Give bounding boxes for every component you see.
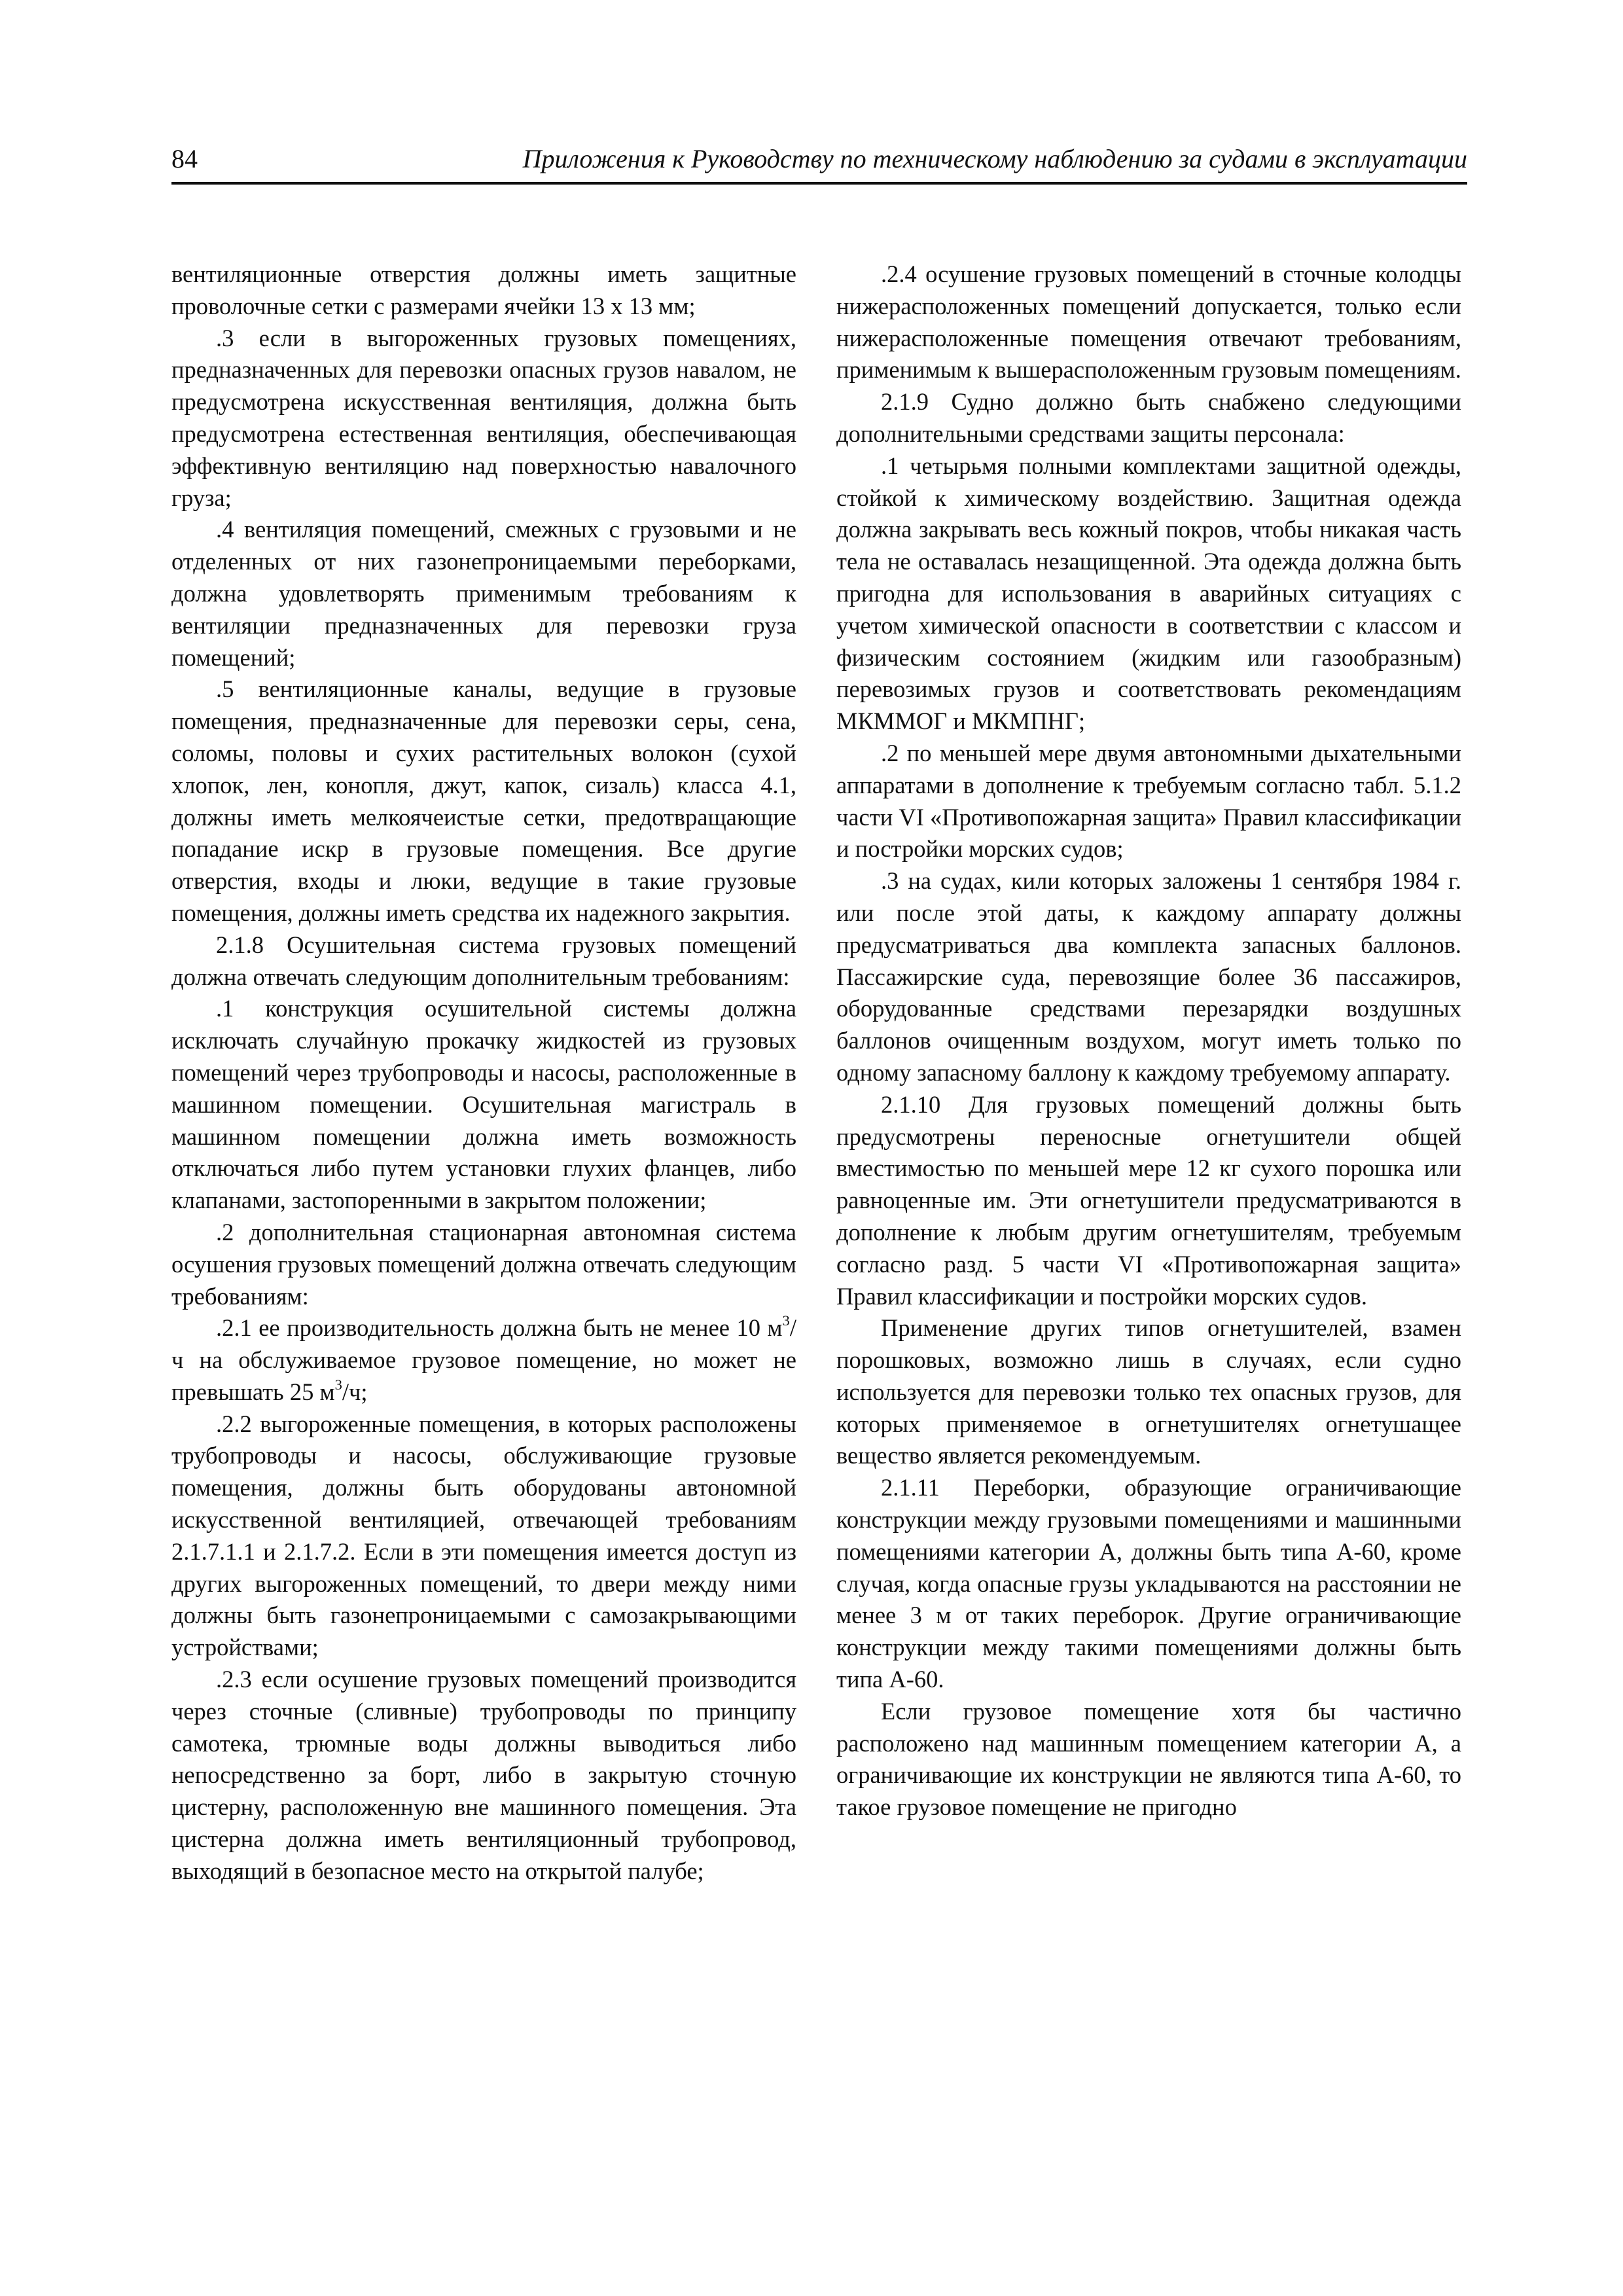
paragraph: вентиляционные отверстия должны иметь защитные проволочные сетки с размерами ячейки 13 х 13 мм; <box>171 260 796 319</box>
paragraph <box>171 1312 796 1408</box>
paragraph: .4 вентиляция помещений, смежных с грузовыми и не отделенных от них газонепроницаемыми переборками, должна удовлетворять применимым требованиям к вентиляции предназначенных для перевозки груза помещений; <box>171 516 796 671</box>
left-column <box>171 259 796 2170</box>
paragraph: 2.1.8 Осушительная система грузовых помещений должна отвечать следующим дополнительным требованиям: <box>171 931 796 990</box>
page-header <box>171 143 1467 185</box>
paragraph: .5 вентиляционные каналы, ведущие в грузовые помещения, предназначенные для перевозки серы, сена, соломы, половы и сухих растительных волокон (сухой хлопок, лен, конопля, джут, капок, сизаль) класса 4.1, должны иметь мелкоячеистые сетки, предотвращающие попадание искр в грузовые помещения. Все другие отверстия, входы и люки, ведущие в такие грузовые помещения, должны иметь средства их надежного закрытия. <box>171 675 796 926</box>
paragraph: .1 конструкция осушительной системы должна исключать случайную прокачку жидкостей из грузовых помещений через трубопроводы и насосы, расположенные в машинном помещении. Осушительная магистраль в машинном помещении должна иметь возможность отключаться либо путем установки глухих фланцев, либо клапанами, застопоренными в закрытом положении; <box>171 995 796 1214</box>
paragraph: .2.2 выгороженные помещения, в которых расположены трубопроводы и насосы, обслуживающие грузовые помещения, должны быть оборудованы автономной искусственной вентиляцией, отвечающей требованиям 2.1.7.1.1 и 2.1.7.2. Если в эти помещения имеется доступ из других выгороженных помещений, то двери между ними должны быть газонепроницаемыми с самозакрывающими устройствами; <box>171 1410 796 1661</box>
paragraph: .2.3 если осушение грузовых помещений производится через сточные (сливные) трубопроводы по принципу самотека, трюмные воды должны выводиться либо непосредственно за борт, либо в закрытую сточную цистерну, расположенную вне машинного помещения. Эта цистерна должна иметь вентиляционный трубопровод, выходящий в безопасное место на открытой палубе; <box>171 1666 796 1884</box>
running-title: Приложения к Руководству по техническому наблюдению за судами в эксплуатации <box>522 144 1467 173</box>
paragraph-text: /ч на обслуживаемое грузовое помещение, но может не превышать 25 м <box>171 1314 796 1405</box>
paragraph: 2.1.9 Судно должно быть снабжено следующими дополнительными средствами защиты персонала: <box>836 388 1461 447</box>
right-column <box>836 259 1461 2170</box>
superscript: 3 <box>334 1376 342 1393</box>
paragraph: .2 по меньшей мере двумя автономными дыхательными аппаратами в дополнение к требуемым согласно табл. 5.1.2 части VI «Противопожарная защита» Правил классификации и постройки морских судов; <box>836 739 1461 863</box>
paragraph: .1 четырьмя полными комплектами защитной одежды, стойкой к химическому воздействию. Защитная одежда должна закрывать весь кожный покров, чтобы никакая часть тела не оставалась незащищенной. Эта одежда должна быть пригодна для использования в аварийных ситуациях с учетом химической опасности в соответствии с классом и физическим состоянием (жидким или газообразным) перевозимых грузов и соответствовать рекомендациям МКММОГ и МКМПНГ; <box>836 452 1461 735</box>
paragraph: .3 если в выгороженных грузовых помещениях, предназначенных для перевозки опасных грузов навалом, не предусмотрена искусственная вентиляция, должна быть предусмотрена естественная вентиляция, обеспечивающая эффективную вентиляцию над поверхностью навалочного груза; <box>171 324 796 511</box>
paragraph: Применение других типов огнетушителей, взамен порошковых, возможно лишь в случаях, если судно используется для перевозки только тех опасных грузов, для которых применяемое в огнетушителях огнетушащее вещество является рекомендуемым. <box>836 1314 1461 1469</box>
page-number: 84 <box>171 144 198 173</box>
paragraph: 2.1.11 Переборки, образующие ограничивающие конструкции между грузовыми помещениями и машинными помещениями категории А, должны быть типа А-60, кроме случая, когда опасные грузы укладываются на расстоянии не менее 3 м от таких переборок. Другие ограничивающие конструкции между такими помещениями должны быть типа А-60. <box>836 1474 1461 1693</box>
paragraph-text: /ч; <box>342 1378 368 1405</box>
superscript: 3 <box>782 1312 790 1329</box>
paragraph: Если грузовое помещение хотя бы частично расположено над машинным помещением категории А, а ограничивающие их конструкции не являются типа А-60, то такое грузовое помещение не пригодно <box>836 1697 1461 1821</box>
paragraph-text: .2.1 ее производительность должна быть не менее 10 м <box>216 1314 783 1342</box>
paragraph: 2.1.10 Для грузовых помещений должны быть предусмотрены переносные огнетушители общей вместимостью по меньшей мере 12 кг сухого порошка или равноценные им. Эти огнетушители предусматриваются в дополнение к любым другим огнетушителям, требуемым согласно разд. 5 части VI «Противопожарная защита» Правил классификации и постройки морских судов. <box>836 1090 1461 1310</box>
paragraph: .2 дополнительная стационарная автономная система осушения грузовых помещений должна отвечать следующим требованиям: <box>171 1218 796 1310</box>
paragraph: .3 на судах, кили которых заложены 1 сентября 1984 г. или после этой даты, к каждому аппарату должны предусматриваться два комплекта запасных баллонов. Пассажирские суда, перевозящие более 36 пассажиров, оборудованные средствами перезарядки воздушных баллонов очищенным воздухом, могут иметь только по одному запасному баллону к каждому требуемому аппарату. <box>836 867 1461 1086</box>
paragraph: .2.4 осушение грузовых помещений в сточные колодцы нижерасположенных помещений допускается, только если нижерасположенные помещения отвечают требованиям, применимым к вышерасположенным грузовым помещениям. <box>836 260 1461 384</box>
